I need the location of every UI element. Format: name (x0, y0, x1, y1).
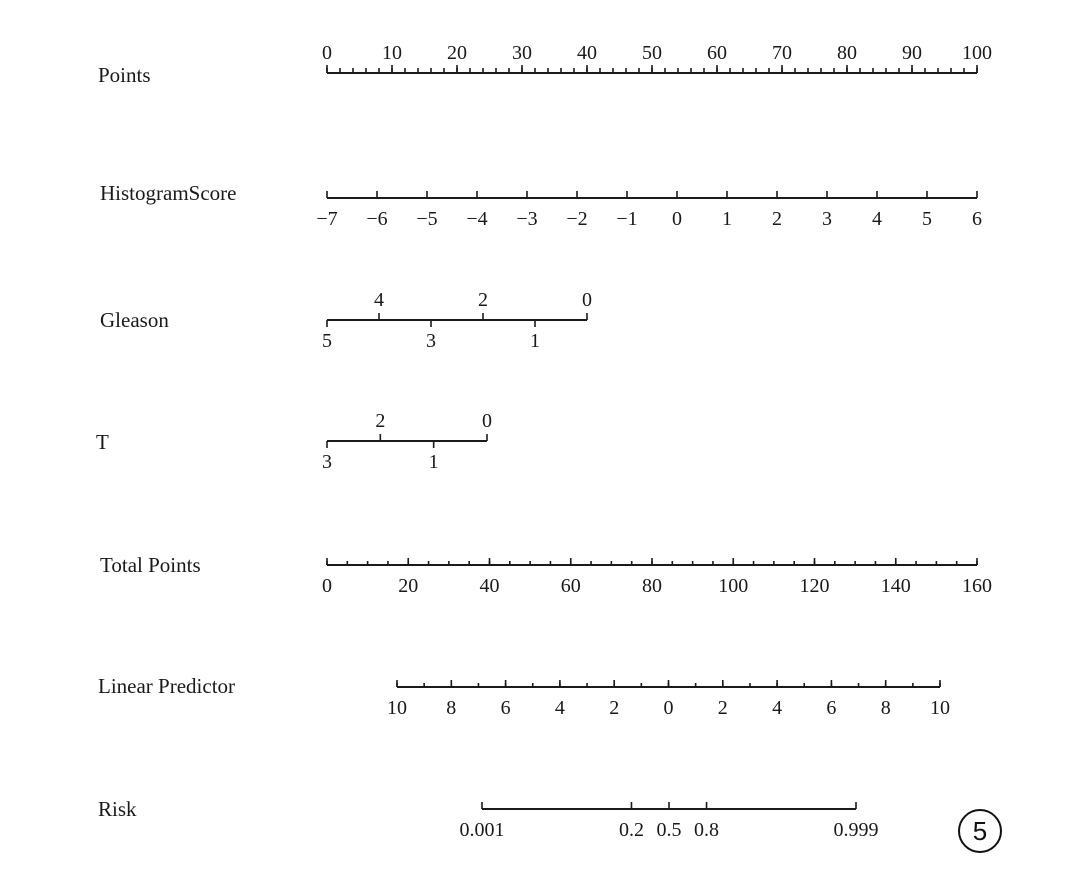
row-label-gleason: Gleason (100, 308, 169, 332)
tick-label-points: 80 (837, 42, 857, 64)
tick-label-total-points: 100 (718, 575, 749, 597)
tick-label-gleason: 3 (426, 330, 436, 352)
tick-label-total-points: 80 (642, 575, 662, 597)
tick-label-t: 2 (375, 410, 386, 432)
tick-label-points: 100 (962, 42, 992, 64)
tick-label-risk: 0.5 (656, 819, 682, 841)
tick-label-t: 3 (322, 451, 332, 473)
tick-label-histogramscore: −5 (416, 208, 438, 230)
tick-label-linear-predictor: 6 (500, 697, 511, 719)
tick-label-points: 20 (447, 42, 467, 64)
figure-badge-number: 5 (972, 816, 988, 846)
tick-label-histogramscore: 0 (672, 208, 682, 230)
tick-label-total-points: 0 (322, 575, 332, 597)
tick-label-total-points: 120 (799, 575, 830, 597)
tick-label-points: 50 (642, 42, 662, 64)
row-label-points: Points (98, 63, 151, 87)
row-label-linear-predictor: Linear Predictor (98, 674, 236, 698)
tick-label-histogramscore: −1 (616, 208, 638, 230)
tick-label-linear-predictor: 8 (446, 697, 457, 719)
tick-label-histogramscore: 2 (772, 208, 782, 230)
tick-label-linear-predictor: 10 (930, 697, 950, 719)
tick-label-total-points: 60 (560, 575, 581, 597)
row-label-t: T (96, 430, 109, 454)
tick-label-total-points: 20 (398, 575, 419, 597)
tick-label-points: 30 (512, 42, 532, 64)
tick-label-total-points: 140 (880, 575, 911, 597)
tick-label-histogramscore: −2 (566, 208, 588, 230)
tick-label-linear-predictor: 2 (609, 697, 620, 719)
tick-label-gleason: 0 (582, 289, 592, 311)
tick-label-linear-predictor: 10 (387, 697, 407, 719)
tick-label-linear-predictor: 0 (663, 697, 674, 719)
tick-label-t: 0 (482, 410, 492, 432)
tick-label-t: 1 (428, 451, 439, 473)
tick-label-histogramscore: 5 (922, 208, 932, 230)
tick-label-points: 70 (772, 42, 792, 64)
tick-label-gleason: 5 (322, 330, 332, 352)
tick-label-linear-predictor: 4 (772, 697, 783, 719)
tick-label-total-points: 160 (962, 575, 992, 597)
tick-label-histogramscore: 4 (872, 208, 882, 230)
tick-label-risk: 0.999 (833, 819, 879, 841)
tick-label-risk: 0.8 (694, 819, 720, 841)
row-label-histogramscore: HistogramScore (100, 181, 237, 205)
tick-label-histogramscore: 1 (722, 208, 732, 230)
tick-label-linear-predictor: 8 (880, 697, 891, 719)
tick-label-points: 40 (577, 42, 597, 64)
tick-label-points: 90 (902, 42, 922, 64)
tick-label-histogramscore: −7 (316, 208, 338, 230)
tick-label-gleason: 1 (530, 330, 540, 352)
tick-label-gleason: 2 (478, 289, 488, 311)
tick-label-histogramscore: −4 (466, 208, 488, 230)
tick-label-linear-predictor: 6 (826, 697, 837, 719)
tick-label-histogramscore: −3 (516, 208, 538, 230)
tick-label-linear-predictor: 2 (717, 697, 728, 719)
row-label-total-points: Total Points (100, 553, 201, 577)
tick-label-points: 60 (707, 42, 727, 64)
tick-label-histogramscore: 6 (972, 208, 982, 230)
tick-label-risk: 0.2 (618, 819, 644, 841)
tick-label-gleason: 4 (374, 289, 384, 311)
tick-label-points: 0 (322, 42, 332, 64)
tick-label-linear-predictor: 4 (554, 697, 565, 719)
tick-label-histogramscore: 3 (822, 208, 832, 230)
tick-label-points: 10 (382, 42, 402, 64)
tick-label-risk: 0.001 (459, 819, 505, 841)
row-label-risk: Risk (98, 797, 137, 821)
tick-label-total-points: 40 (479, 575, 500, 597)
tick-label-histogramscore: −6 (366, 208, 388, 230)
